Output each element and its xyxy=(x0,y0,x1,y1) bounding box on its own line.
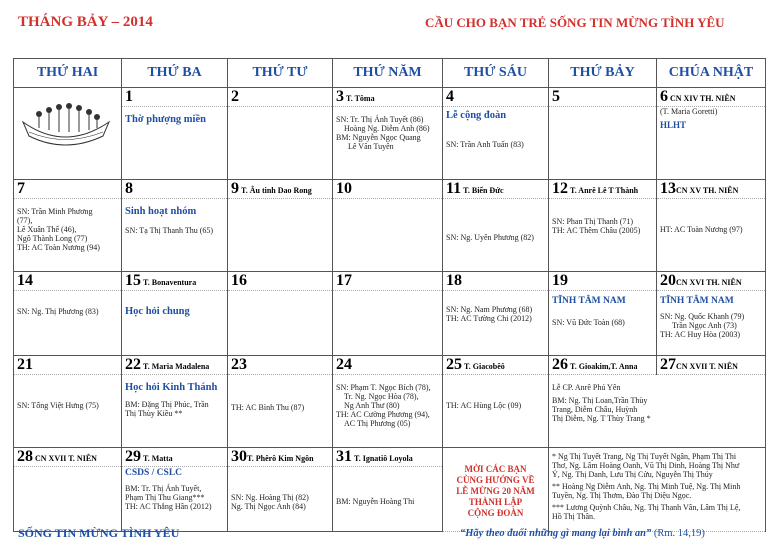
notes-cell: * Ng Thị Tuyết Trang, Ng Thị Tuyết Ngân, Phạm Thị Thi Thơ, Ng. Lâm Hoàng Oanh, Vũ Thị Dinh, Hoàng Thị Như Ý, Ng. Thị Danh, Lưu Thị Cửu, Nguyễn Thị Thúy ** Hoàng Ng Diễm Anh, Ng. Thị Minh Tuệ, Ng. Thị Minh Tuyền, Ng. Thị Thơm, Đào Thị Diệu Ngọc. *** Lương Quỳnh Châu, Ng. Thị Thanh Vân, Lâm Thị Lệ, Hồ Thị Thân. xyxy=(549,448,766,532)
day-cell: 28 CN XVII T. NIÊN xyxy=(14,448,122,467)
weekday-sun: CHÚA NHẬT xyxy=(657,59,766,88)
week2-dates xyxy=(14,180,766,199)
event-cell: SN: Tr. Thị Ánh Tuyết (86) Hoàng Ng. Diễm Anh (86) BM: Nguyễn Ngọc Quang Lê Văn Tuyên xyxy=(333,107,443,180)
day-cell: 4 xyxy=(443,88,549,107)
calendar-table xyxy=(13,58,766,532)
day-cell: 29 T. Matta xyxy=(122,448,228,467)
day-cell: 31 T. Ignatiô Loyola xyxy=(333,448,443,467)
event-cell: TĨNH TÂM NAM SN: Ng. Quốc Khanh (79) Trần Ngọc Anh (73) TH: AC Huy Hòa (2003) xyxy=(657,291,766,356)
boat-illustration xyxy=(17,92,115,156)
event-cell: Thờ phượng miền xyxy=(122,107,228,180)
event-cell xyxy=(333,291,443,356)
day-cell: 1 xyxy=(122,88,228,107)
day-cell: 11 T. Biển Đức xyxy=(443,180,549,199)
event-cell xyxy=(228,291,333,356)
event-cell: CSDS / CSLC BM: Tr. Thị Ánh Tuyết, Phạm Thị Thu Giang*** TH: AC Thắng Hân (2012) xyxy=(122,467,228,532)
week4-dates xyxy=(14,356,766,375)
event-cell: Sinh hoạt nhóm SN: Tạ Thị Thanh Thu (65) xyxy=(122,199,228,272)
day-cell: 25 T. Giacobêô xyxy=(443,356,549,375)
weekday-fri: THỨ SÁU xyxy=(443,59,549,88)
week1-dates xyxy=(14,88,766,107)
event-cell: BM: Nguyễn Hoàng Thi xyxy=(333,467,443,532)
week3-dates xyxy=(14,272,766,291)
day-cell: 19 xyxy=(549,272,657,291)
day-cell: 27CN XVII T. NIÊN xyxy=(657,356,766,375)
event-cell: SN: Tống Việt Hưng (75) xyxy=(14,375,122,448)
day-cell: 22 T. Maria Madalena xyxy=(122,356,228,375)
event-cell: SN: Ng. Nam Phương (68) TH: AC Tường Chi (2012) xyxy=(443,291,549,356)
day-cell: 15 T. Bonaventura xyxy=(122,272,228,291)
week1-events xyxy=(14,107,766,180)
day-cell: 16 xyxy=(228,272,333,291)
day-cell: 26 T. Gioakim,T. Anna xyxy=(549,356,657,375)
weekday-header-row xyxy=(14,59,766,88)
day-cell: 21 xyxy=(14,356,122,375)
week3-events xyxy=(14,291,766,356)
page-subtitle: CẦU CHO BẠN TRẺ SỐNG TIN MỪNG TÌNH YÊU xyxy=(425,15,725,30)
day-cell: 14 xyxy=(14,272,122,291)
event-cell: (T. Maria Goretti) HLHT xyxy=(657,107,766,180)
weekday-mon: THỨ HAI xyxy=(14,59,122,88)
event-cell xyxy=(14,467,122,532)
day-cell: 10 xyxy=(333,180,443,199)
weekday-sat: THỨ BẢY xyxy=(549,59,657,88)
day-cell: 8 xyxy=(122,180,228,199)
weekday-tue: THỨ BA xyxy=(122,59,228,88)
day-cell: 24 xyxy=(333,356,443,375)
footer-motto: SỐNG TIN MỪNG TÌNH YÊU xyxy=(18,526,180,540)
day-cell: 7 xyxy=(14,180,122,199)
day-cell: 13CN XV TH. NIÊN xyxy=(657,180,766,199)
event-cell: HT: AC Toàn Nương (97) xyxy=(657,199,766,272)
event-cell: TH: AC Bình Thu (87) xyxy=(228,375,333,448)
day-cell: 17 xyxy=(333,272,443,291)
event-cell xyxy=(228,107,333,180)
event-cell: TH: AC Hùng Lộc (09) xyxy=(443,375,549,448)
invitation-text: MỜI CÁC BẠN CÙNG HƯỚNG VỀ LỄ MỪNG 20 NĂM THÀNH LẬP CỘNG ĐOÀN xyxy=(456,464,535,518)
event-cell: SN: Phan Thị Thanh (71) TH: AC Thêm Châu (2005) xyxy=(549,199,657,272)
week2-events xyxy=(14,199,766,272)
day-cell: 6 CN XIV TH. NIÊN xyxy=(657,88,766,107)
day-cell: 18 xyxy=(443,272,549,291)
invitation-cell xyxy=(443,448,549,532)
day-cell: 9 T. Âu tinh Dao Rong xyxy=(228,180,333,199)
event-cell: TĨNH TÂM NAM SN: Vũ Đức Toàn (68) xyxy=(549,291,657,356)
event-cell xyxy=(549,107,657,180)
event-cell: SN: Ng. Thị Phương (83) xyxy=(14,291,122,356)
day-cell: 30T. Phêrô Kim Ngôn xyxy=(228,448,333,467)
event-cell xyxy=(228,199,333,272)
event-cell: SN: Phạm T. Ngọc Bích (78), Tr. Ng. Ngọc Hòa (78), Ng Anh Thư (80) TH: AC Cường Phương (94), AC Thị Phương (05) xyxy=(333,375,443,448)
weekday-wed: THỨ TƯ xyxy=(228,59,333,88)
event-cell: SN: Ng. Uyên Phương (82) xyxy=(443,199,549,272)
day-cell: 5 xyxy=(549,88,657,107)
event-cell: Học hỏi Kinh Thánh BM: Đặng Thị Phúc, Trần Thị Thùy Kiều ** xyxy=(122,375,228,448)
boat-illustration-cell xyxy=(14,88,122,180)
week5-dates xyxy=(14,448,766,467)
day-cell: 12 T. Anrê Lê T Thành xyxy=(549,180,657,199)
event-cell: SN: Ng. Hoàng Thị (82) Ng. Thị Ngọc Anh (84) xyxy=(228,467,333,532)
day-cell: 23 xyxy=(228,356,333,375)
event-cell: Học hỏi chung xyxy=(122,291,228,356)
event-cell: Lễ CP. Anrê Phú Yên BM: Ng. Thị Loan,Trần Thùy Trang, Diễm Châu, Huỳnh Thị Diễm, Ng. T Thùy Trang * xyxy=(549,375,766,448)
day-cell: 2 xyxy=(228,88,333,107)
weekday-thu: THỨ NĂM xyxy=(333,59,443,88)
day-cell: 3 T. Tôma xyxy=(333,88,443,107)
event-cell: Lễ cộng đoàn SN: Trần Anh Tuấn (83) xyxy=(443,107,549,180)
event-cell xyxy=(333,199,443,272)
page-title: THÁNG BẢY – 2014 xyxy=(18,14,153,30)
event-cell: SN: Trần Minh Phương (77), Lê Xuân Thế (46), Ngô Thành Long (77) TH: AC Toàn Nương (94) xyxy=(14,199,122,272)
footer-quote: “Hãy theo đuổi những gì mang lại bình an” (Rm. 14,19) xyxy=(460,528,705,539)
week4-events xyxy=(14,375,766,448)
day-cell: 20CN XVI TH. NIÊN xyxy=(657,272,766,291)
